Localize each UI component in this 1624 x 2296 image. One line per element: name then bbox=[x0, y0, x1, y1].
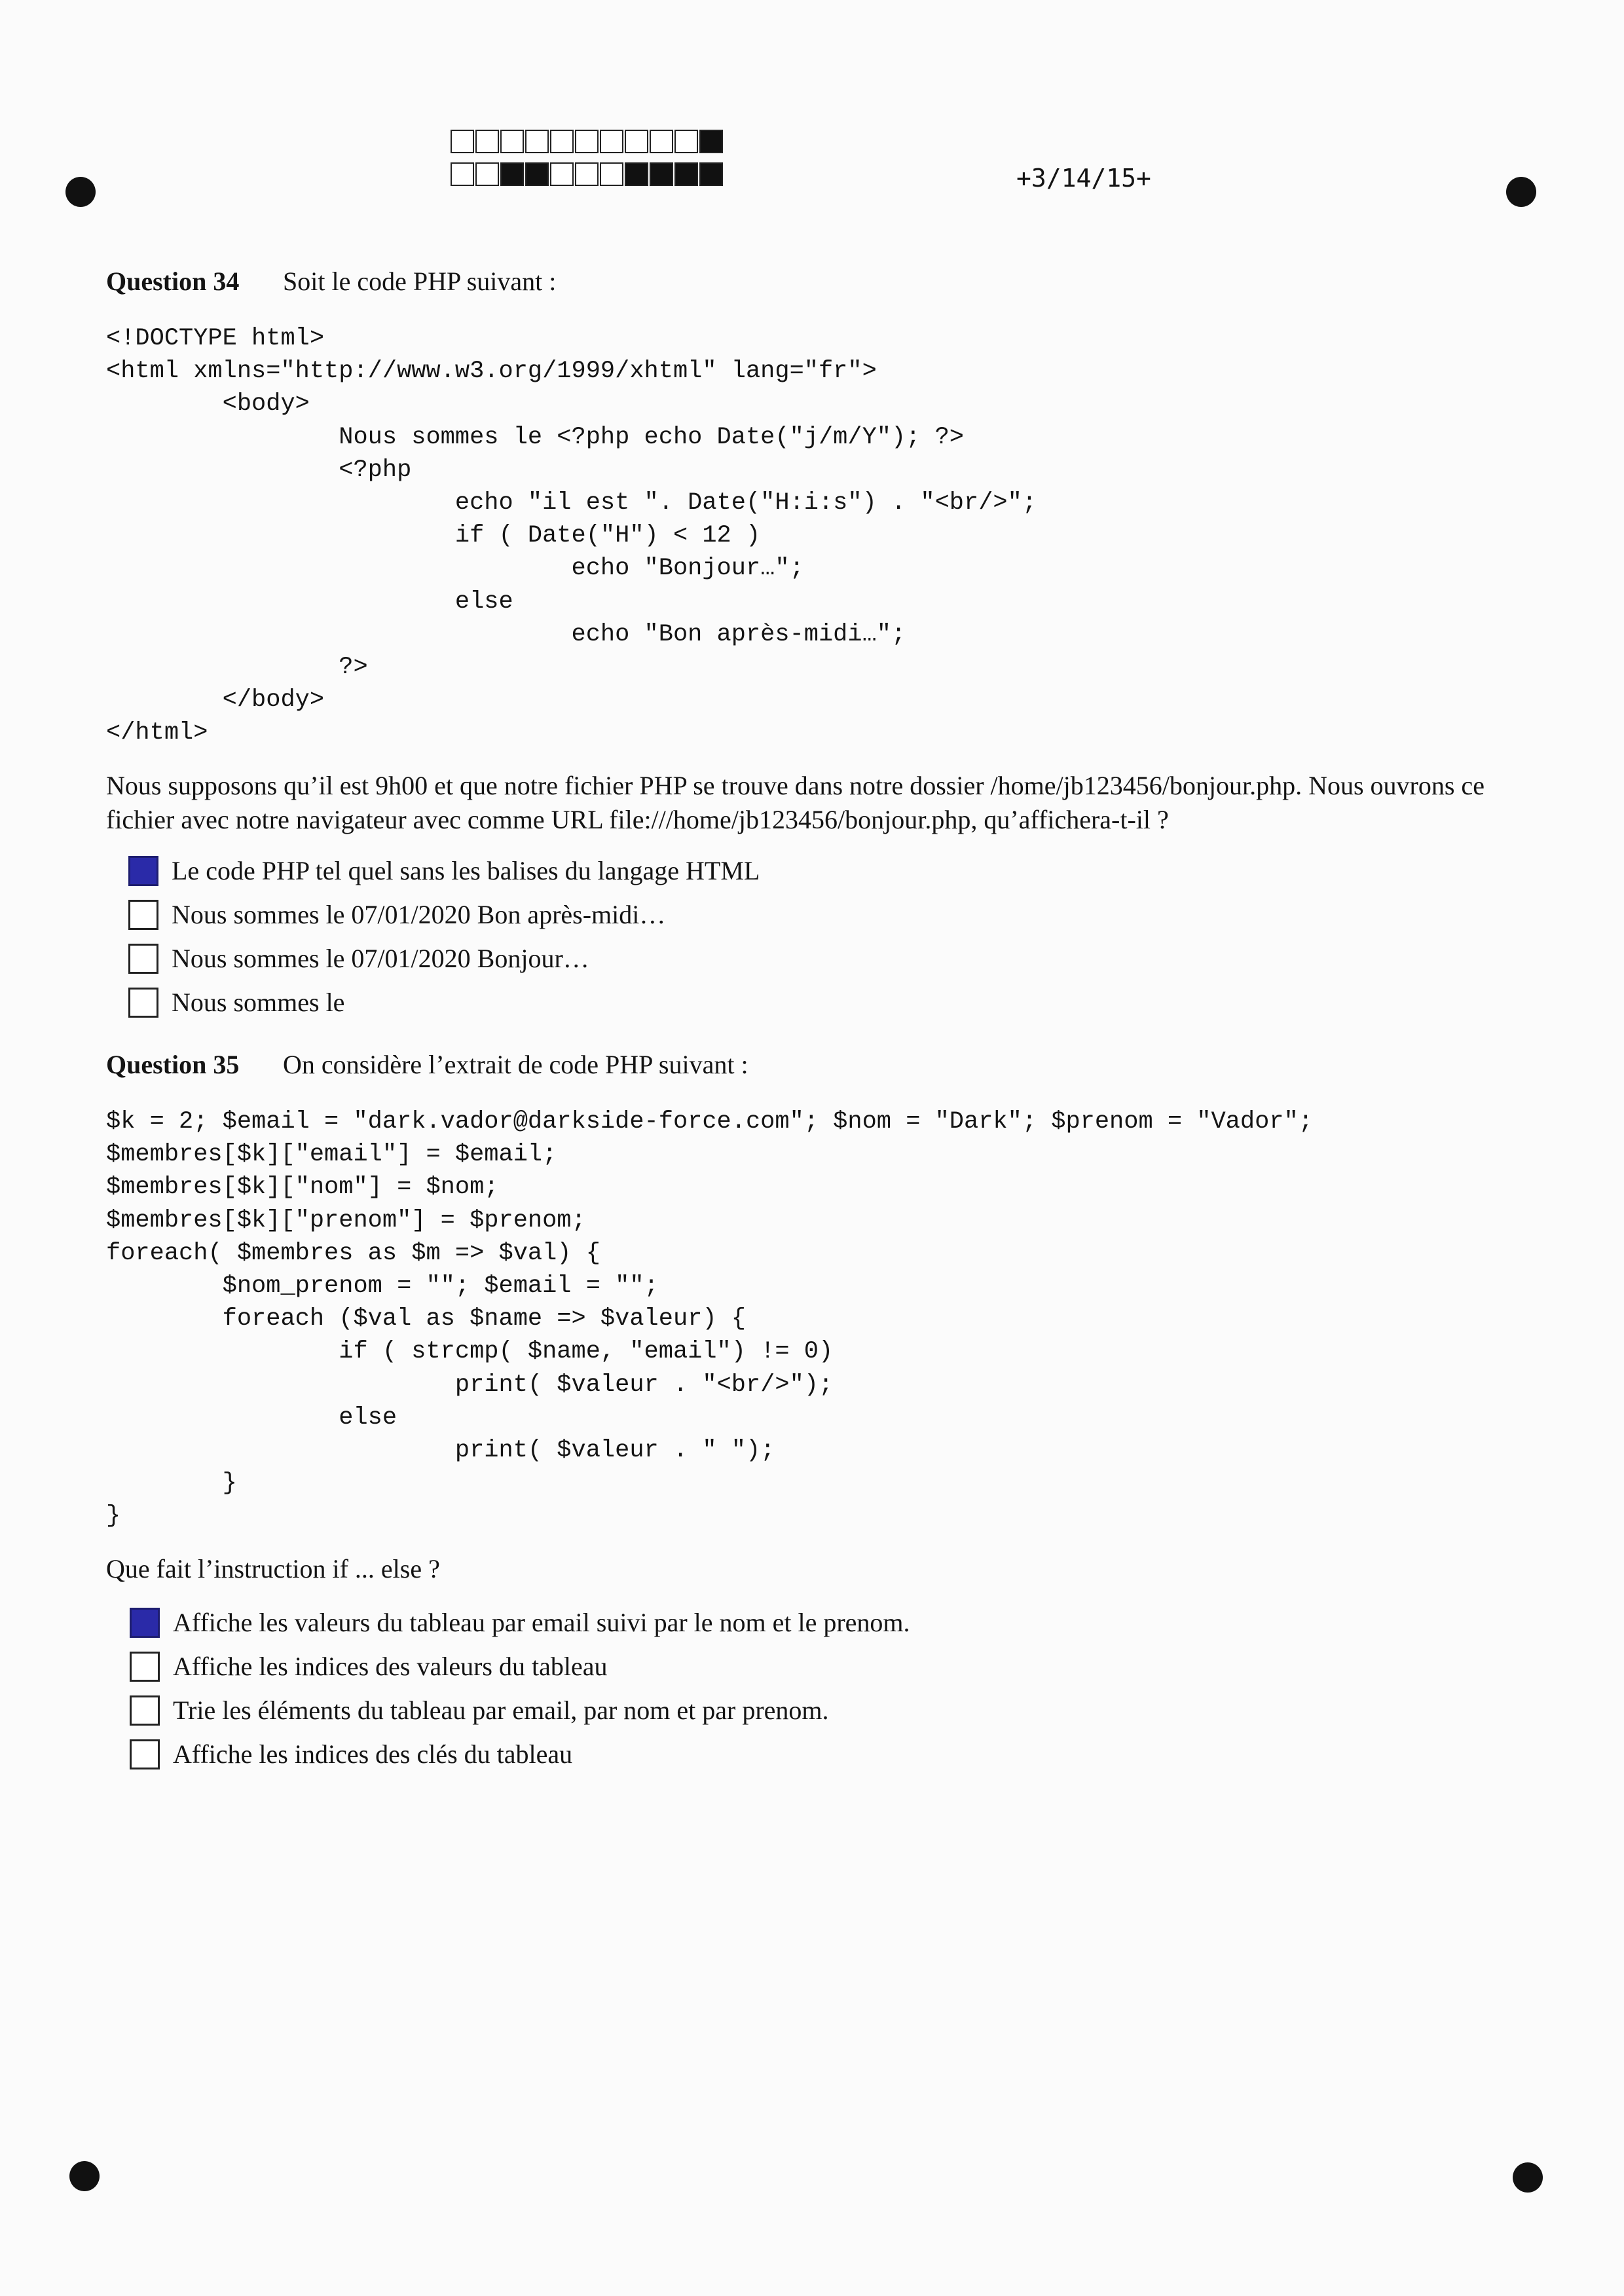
barcode-cell bbox=[525, 162, 549, 186]
q35-option-2[interactable] bbox=[130, 1651, 607, 1682]
q34-option-3[interactable] bbox=[128, 943, 589, 974]
question-35-header bbox=[106, 1049, 748, 1080]
barcode-cell bbox=[550, 130, 574, 153]
question-34-prompt: Nous supposons qu’il est 9h00 et que notre fichier PHP se trouve dans notre dossier /home/jb123456/bonjour.php. Nous ouvrons ce fichier avec notre navigateur avec comme URL file:///home/jb123456/bonjour.php, qu’affichera-t-il ? bbox=[106, 771, 1485, 834]
barcode-cell bbox=[475, 162, 499, 186]
checkbox[interactable] bbox=[128, 856, 158, 886]
barcode-cell bbox=[650, 162, 673, 186]
option-label: Nous sommes le 07/01/2020 Bonjour… bbox=[172, 944, 589, 973]
barcode-cell bbox=[674, 130, 698, 153]
question-34-header bbox=[106, 266, 556, 297]
option-label: Affiche les valeurs du tableau par email suivi par le nom et le prenom. bbox=[173, 1608, 910, 1637]
question-intro: On considère l’extrait de code PHP suivant : bbox=[283, 1050, 748, 1079]
registration-mark bbox=[69, 2161, 100, 2191]
registration-mark bbox=[1513, 2162, 1543, 2193]
question-35-prompt: Que fait l’instruction if ... else ? bbox=[106, 1554, 440, 1583]
q34-option-2[interactable] bbox=[128, 899, 665, 930]
barcode-cell bbox=[451, 162, 474, 186]
q35-option-1[interactable] bbox=[130, 1607, 910, 1638]
barcode-cell bbox=[625, 130, 648, 153]
barcode-cell bbox=[699, 130, 723, 153]
barcode-cell bbox=[674, 162, 698, 186]
option-label: Nous sommes le 07/01/2020 Bon après-midi… bbox=[172, 900, 666, 929]
checkbox[interactable] bbox=[130, 1739, 160, 1769]
barcode-cell bbox=[525, 130, 549, 153]
q35-option-4[interactable] bbox=[130, 1739, 572, 1769]
barcode-row-1 bbox=[451, 130, 724, 153]
question-label: Question 35 bbox=[106, 1050, 240, 1079]
barcode-cell bbox=[699, 162, 723, 186]
q35-option-3[interactable] bbox=[130, 1695, 829, 1726]
barcode-row-2 bbox=[451, 162, 724, 186]
registration-mark bbox=[65, 177, 96, 207]
page-id: +3/14/15+ bbox=[1016, 164, 1151, 193]
option-label: Le code PHP tel quel sans les balises du langage HTML bbox=[172, 856, 760, 885]
checkbox[interactable] bbox=[130, 1695, 160, 1726]
barcode-cell bbox=[500, 162, 524, 186]
registration-mark bbox=[1506, 177, 1536, 207]
barcode-cell bbox=[650, 130, 673, 153]
question-label: Question 34 bbox=[106, 267, 240, 296]
barcode-cell bbox=[600, 130, 623, 153]
barcode-cell bbox=[575, 130, 599, 153]
barcode-cell bbox=[475, 130, 499, 153]
barcode-cell bbox=[550, 162, 574, 186]
q34-option-4[interactable] bbox=[128, 987, 344, 1018]
barcode-cell bbox=[625, 162, 648, 186]
q34-option-1[interactable] bbox=[128, 855, 760, 886]
barcode-cell bbox=[575, 162, 599, 186]
option-label: Affiche les indices des valeurs du tableau bbox=[173, 1652, 608, 1681]
barcode-cell bbox=[600, 162, 623, 186]
checkbox[interactable] bbox=[128, 988, 158, 1018]
code-block-q35: $k = 2; $email = "dark.vador@darkside-force.com"; $nom = "Dark"; $prenom = "Vador"; $membres[$k]["email"] = $email; $membres[$k]["nom"] = $nom; $membres[$k]["prenom"] = $prenom; foreach( $membres as $m => $val) { $nom_prenom = ""; $email = ""; foreach ($val as $name => $valeur) { if ( strcmp( $name, "email") != 0) print( $valeur . "<br/>"); else print( $valeur . " "); } } bbox=[106, 1108, 1313, 1530]
checkbox[interactable] bbox=[130, 1652, 160, 1682]
checkbox[interactable] bbox=[130, 1608, 160, 1638]
barcode-cell bbox=[500, 130, 524, 153]
option-label: Trie les éléments du tableau par email, par nom et par prenom. bbox=[173, 1695, 829, 1725]
checkbox[interactable] bbox=[128, 944, 158, 974]
checkbox[interactable] bbox=[128, 900, 158, 930]
question-intro: Soit le code PHP suivant : bbox=[283, 267, 557, 296]
option-label: Nous sommes le bbox=[172, 988, 345, 1017]
barcode-cell bbox=[451, 130, 474, 153]
option-label: Affiche les indices des clés du tableau bbox=[173, 1739, 573, 1769]
code-block-q34: <!DOCTYPE html> <html xmlns="http://www.w3.org/1999/xhtml" lang="fr"> <body> Nous sommes le <?php echo Date("j/m/Y"); ?> <?php echo "il est ". Date("H:i:s") . "<br/>"; if ( Date("H") < 12 ) echo "Bonjour…"; else echo "Bon après-midi…"; ?> </body> </html> bbox=[106, 325, 1037, 747]
